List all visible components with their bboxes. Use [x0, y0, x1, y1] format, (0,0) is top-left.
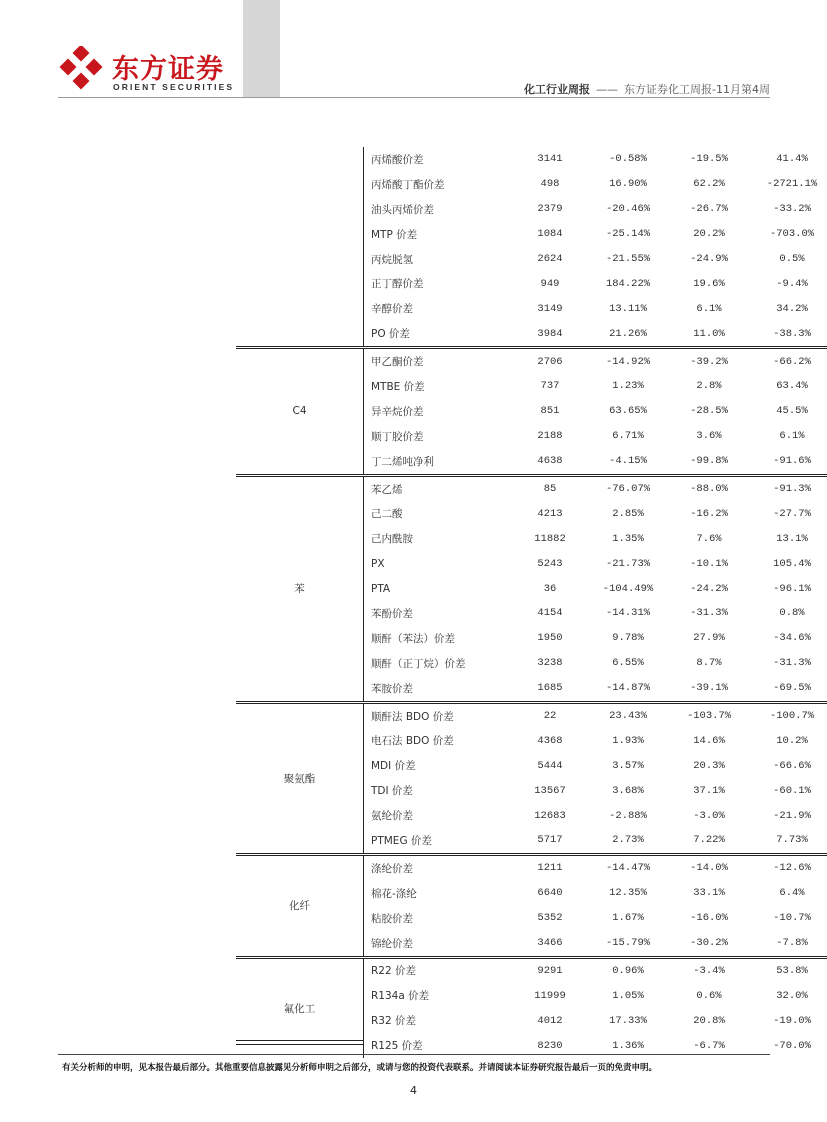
value-cell: 1211 [513, 854, 584, 880]
yearly-change-cell: -2721.1% [766, 178, 818, 191]
table-row [236, 348, 827, 374]
item-name-cell: 顺丁胶价差 [371, 430, 424, 443]
value-cell: 498 [540, 178, 560, 191]
yearly-change-cell: -27.7% [773, 507, 811, 520]
monthly-change-cell: -16.2% [690, 507, 728, 520]
item-name-cell: R134a 价差 [371, 990, 430, 1003]
weekly-change-cell: -14.92% [584, 348, 672, 374]
category-cell: 苯 [236, 475, 364, 702]
item-name-cell: 顺酐（苯法）价差 [371, 632, 455, 645]
report-title: 东方证券化工周报-11月第4周 [624, 83, 770, 96]
monthly-change-cell: 62.2% [693, 178, 725, 191]
item-name-cell: 甲乙酮价差 [364, 348, 514, 374]
value-cell: 2379 [537, 203, 563, 216]
monthly-change-cell: -30.2% [690, 937, 728, 950]
item-name-cell: MDI 价差 [371, 760, 416, 773]
item-name-cell: R32 价差 [371, 1015, 416, 1028]
weekly-change-cell: 6.71% [612, 430, 644, 443]
yearly-change-cell: 53.8% [746, 957, 827, 983]
yearly-change-cell: 7.73% [776, 834, 808, 847]
item-name-cell: 苯胺价差 [371, 682, 413, 695]
yearly-change-cell: -70.0% [773, 1039, 811, 1052]
monthly-change-cell: 6.1% [696, 302, 722, 315]
item-name-cell: 粘胶价差 [371, 912, 413, 925]
monthly-change-cell: -3.0% [693, 809, 725, 822]
value-cell: 11999 [534, 989, 566, 1002]
monthly-change-cell: 7.22% [693, 834, 725, 847]
monthly-change-cell: 0.6% [696, 989, 722, 1002]
value-cell: 4368 [537, 734, 563, 747]
value-cell: 1084 [537, 228, 563, 241]
logo-chinese-text: 东方证券 [112, 54, 224, 85]
yearly-change-cell: -66.6% [773, 759, 811, 772]
weekly-change-cell: 1.67% [612, 912, 644, 925]
monthly-change-cell: 27.9% [693, 632, 725, 645]
monthly-change-cell: -19.5% [690, 153, 728, 166]
weekly-change-cell: -15.79% [605, 937, 651, 950]
weekly-change-cell: -2.88% [609, 809, 647, 822]
yearly-change-cell: 6.4% [779, 887, 805, 900]
weekly-change-cell: -14.31% [605, 607, 651, 620]
value-cell: 8230 [537, 1039, 563, 1052]
monthly-change-cell: 8.7% [696, 657, 722, 670]
report-category: 化工行业周报 [524, 83, 591, 96]
monthly-change-cell: 20.8% [693, 1014, 725, 1027]
orient-logo-icon [58, 46, 104, 92]
category-cell: 化纤 [236, 854, 364, 957]
weekly-change-cell: 2.73% [612, 834, 644, 847]
monthly-change-cell: -103.7% [672, 702, 746, 728]
yearly-change-cell: -96.1% [773, 582, 811, 595]
value-cell: 1950 [537, 632, 563, 645]
monthly-change-cell: -24.2% [690, 582, 728, 595]
footer-divider [58, 1054, 770, 1055]
item-name-cell: R22 价差 [364, 957, 514, 983]
item-name-cell: 丁二烯吨净利 [371, 455, 434, 468]
value-cell: 5352 [537, 912, 563, 925]
weekly-change-cell: -0.58% [609, 153, 647, 166]
header-divider [58, 97, 770, 98]
weekly-change-cell: -21.55% [605, 253, 651, 265]
item-name-cell: TDI 价差 [371, 785, 413, 798]
weekly-change-cell: 1.36% [612, 1039, 644, 1052]
weekly-change-cell: -104.49% [602, 582, 654, 595]
monthly-change-cell: 7.6% [696, 532, 722, 545]
yearly-change-cell: -60.1% [773, 784, 811, 797]
yearly-change-cell: -7.8% [776, 937, 808, 950]
value-cell: 4154 [537, 607, 563, 620]
monthly-change-cell: -24.9% [690, 253, 728, 265]
item-name-cell: 己二酸 [371, 508, 403, 521]
page-number: 4 [410, 1084, 417, 1097]
item-name-cell: 丙烯酸丁酯价差 [371, 178, 445, 191]
item-name-cell: MTP 价差 [371, 228, 418, 241]
yearly-change-cell: 0.8% [779, 607, 805, 620]
value-cell: 3141 [537, 153, 563, 166]
item-name-cell: 电石法 BDO 价差 [371, 735, 454, 748]
weekly-change-cell: 9.78% [612, 632, 644, 645]
item-name-cell: 苯乙烯 [364, 475, 514, 501]
item-name-cell: PTA [371, 582, 391, 595]
monthly-change-cell: -88.0% [672, 475, 746, 501]
yearly-change-cell: -69.5% [773, 682, 811, 695]
item-name-cell: 顺酐法 BDO 价差 [364, 702, 514, 728]
weekly-change-cell: -14.47% [584, 854, 672, 880]
item-name-cell: 锦纶价差 [371, 937, 413, 950]
weekly-change-cell: -25.14% [605, 228, 651, 241]
table-row [236, 147, 827, 172]
item-name-cell: 异辛烷价差 [371, 405, 424, 418]
monthly-change-cell: 3.6% [696, 430, 722, 443]
item-name-cell: 涤纶价差 [364, 854, 514, 880]
value-cell: 3149 [537, 302, 563, 315]
value-cell: 2706 [513, 348, 584, 374]
table-row [236, 475, 827, 501]
value-cell: 1685 [537, 682, 563, 695]
weekly-change-cell: 1.35% [612, 532, 644, 545]
yearly-change-cell: -9.4% [776, 277, 808, 290]
table-row [236, 957, 827, 983]
yearly-change-cell: -34.6% [773, 632, 811, 645]
weekly-change-cell: 12.35% [609, 887, 647, 900]
yearly-change-cell: 41.4% [776, 153, 808, 166]
weekly-change-cell: 1.05% [612, 989, 644, 1002]
value-cell: 4638 [537, 455, 563, 468]
value-cell: 5717 [537, 834, 563, 847]
company-logo [58, 46, 235, 96]
value-cell: 3466 [537, 937, 563, 950]
value-cell: 949 [540, 277, 560, 290]
monthly-change-cell: -10.1% [690, 557, 728, 570]
logo-english-text: ORIENT SECURITIES [113, 82, 235, 92]
yearly-change-cell: -91.6% [773, 455, 811, 468]
weekly-change-cell: 1.23% [612, 380, 644, 393]
weekly-change-cell: -4.15% [609, 455, 647, 468]
weekly-change-cell: 2.85% [612, 507, 644, 520]
yearly-change-cell: -10.7% [773, 912, 811, 925]
yearly-change-cell: 105.4% [773, 557, 811, 570]
table-row [236, 702, 827, 728]
value-cell: 2188 [537, 430, 563, 443]
value-cell: 4012 [537, 1014, 563, 1027]
value-cell: 737 [540, 380, 560, 393]
value-cell: 5243 [537, 557, 563, 570]
yearly-change-cell: -66.2% [746, 348, 827, 374]
yearly-change-cell: -91.3% [746, 475, 827, 501]
report-header [524, 81, 770, 97]
header-dash: —— [596, 83, 619, 96]
table-row [236, 854, 827, 880]
value-cell: 3984 [537, 327, 563, 340]
yearly-change-cell: -703.0% [769, 228, 815, 241]
yearly-change-cell: -33.2% [773, 203, 811, 216]
item-name-cell: MTBE 价差 [371, 380, 425, 393]
yearly-change-cell: -100.7% [746, 702, 827, 728]
item-name-cell: 正丁醇价差 [371, 278, 424, 291]
yearly-change-cell: 13.1% [776, 532, 808, 545]
yearly-change-cell: 10.2% [776, 734, 808, 747]
category-cell: C4 [236, 348, 364, 475]
category-cell [236, 147, 364, 348]
monthly-change-cell: -26.7% [690, 203, 728, 216]
weekly-change-cell: -21.73% [605, 557, 651, 570]
category-cell: 聚氨酯 [236, 702, 364, 854]
item-name-cell: PX [371, 557, 385, 570]
monthly-change-cell: 37.1% [693, 784, 725, 797]
value-cell: 851 [540, 405, 560, 418]
weekly-change-cell: 13.11% [609, 302, 647, 315]
item-name-cell: 棉花-涤纶 [371, 887, 417, 900]
weekly-change-cell: 6.55% [612, 657, 644, 670]
yearly-change-cell: 32.0% [776, 989, 808, 1002]
item-name-cell: 氨纶价差 [371, 810, 413, 823]
yearly-change-cell: -21.9% [773, 809, 811, 822]
item-name-cell: 己内酰胺 [371, 533, 413, 546]
yearly-change-cell: 45.5% [776, 405, 808, 418]
value-cell: 6640 [537, 887, 563, 900]
yearly-change-cell: -19.0% [773, 1014, 811, 1027]
monthly-change-cell: -39.2% [672, 348, 746, 374]
weekly-change-cell: 23.43% [584, 702, 672, 728]
monthly-change-cell: 14.6% [693, 734, 725, 747]
value-cell: 22 [513, 702, 584, 728]
monthly-change-cell: 33.1% [693, 887, 725, 900]
weekly-change-cell: -14.87% [605, 682, 651, 695]
value-cell: 11882 [534, 532, 566, 545]
yearly-change-cell: -38.3% [773, 327, 811, 340]
yearly-change-cell: -31.3% [773, 657, 811, 670]
disclaimer-text: 有关分析师的申明，见本报告最后部分。其他重要信息披露见分析师申明之后部分，或请与您的投资代表联系。并请阅读本证券研究报告最后一页的免责申明。 [62, 1063, 658, 1073]
weekly-change-cell: 17.33% [609, 1014, 647, 1027]
value-cell: 2624 [537, 253, 563, 265]
value-cell: 3238 [537, 657, 563, 670]
yearly-change-cell: 34.2% [776, 302, 808, 315]
monthly-change-cell: -31.3% [690, 607, 728, 620]
weekly-change-cell: 63.65% [609, 405, 647, 418]
weekly-change-cell: 16.90% [609, 178, 647, 191]
header-decor-band [243, 0, 280, 98]
item-name-cell: 辛醇价差 [371, 303, 413, 316]
monthly-change-cell: 11.0% [693, 327, 725, 340]
weekly-change-cell: 21.26% [609, 327, 647, 340]
item-name-cell: R125 价差 [371, 1040, 423, 1053]
value-cell: 12683 [534, 809, 566, 822]
weekly-change-cell: -76.07% [584, 475, 672, 501]
monthly-change-cell: 20.2% [693, 228, 725, 241]
yearly-change-cell: -12.6% [746, 854, 827, 880]
yearly-change-cell: 0.5% [779, 253, 805, 265]
value-cell: 9291 [513, 957, 584, 983]
yearly-change-cell: 6.1% [779, 430, 805, 443]
monthly-change-cell: -16.0% [690, 912, 728, 925]
monthly-change-cell: -6.7% [693, 1039, 725, 1052]
monthly-change-cell: -99.8% [690, 455, 728, 468]
item-name-cell: 苯酚价差 [371, 607, 413, 620]
spread-table [236, 147, 827, 1058]
monthly-change-cell: 20.3% [693, 759, 725, 772]
monthly-change-cell: 2.8% [696, 380, 722, 393]
weekly-change-cell: 0.96% [584, 957, 672, 983]
item-name-cell: 丙烯酸价差 [371, 153, 424, 166]
weekly-change-cell: 1.93% [612, 734, 644, 747]
weekly-change-cell: 3.57% [612, 759, 644, 772]
category-cell: 氟化工 [236, 957, 364, 1058]
item-name-cell: PO 价差 [371, 328, 410, 341]
item-name-cell: 顺酐（正丁烷）价差 [371, 657, 466, 670]
value-cell: 85 [513, 475, 584, 501]
item-name-cell: 丙烷脱氢 [371, 253, 413, 266]
monthly-change-cell: -28.5% [690, 405, 728, 418]
value-cell: 13567 [534, 784, 566, 797]
item-name-cell: 油头丙烯价差 [371, 203, 434, 216]
value-cell: 5444 [537, 759, 563, 772]
value-cell: 4213 [537, 507, 563, 520]
value-cell: 36 [543, 582, 557, 595]
yearly-change-cell: 63.4% [776, 380, 808, 393]
monthly-change-cell: 19.6% [693, 277, 725, 290]
monthly-change-cell: -14.0% [672, 854, 746, 880]
weekly-change-cell: 3.68% [612, 784, 644, 797]
monthly-change-cell: -3.4% [672, 957, 746, 983]
item-name-cell: PTMEG 价差 [371, 834, 432, 847]
table-bottom-rule [236, 1040, 363, 1045]
monthly-change-cell: -39.1% [690, 682, 728, 695]
weekly-change-cell: 184.22% [605, 277, 651, 290]
weekly-change-cell: -20.46% [605, 203, 651, 216]
